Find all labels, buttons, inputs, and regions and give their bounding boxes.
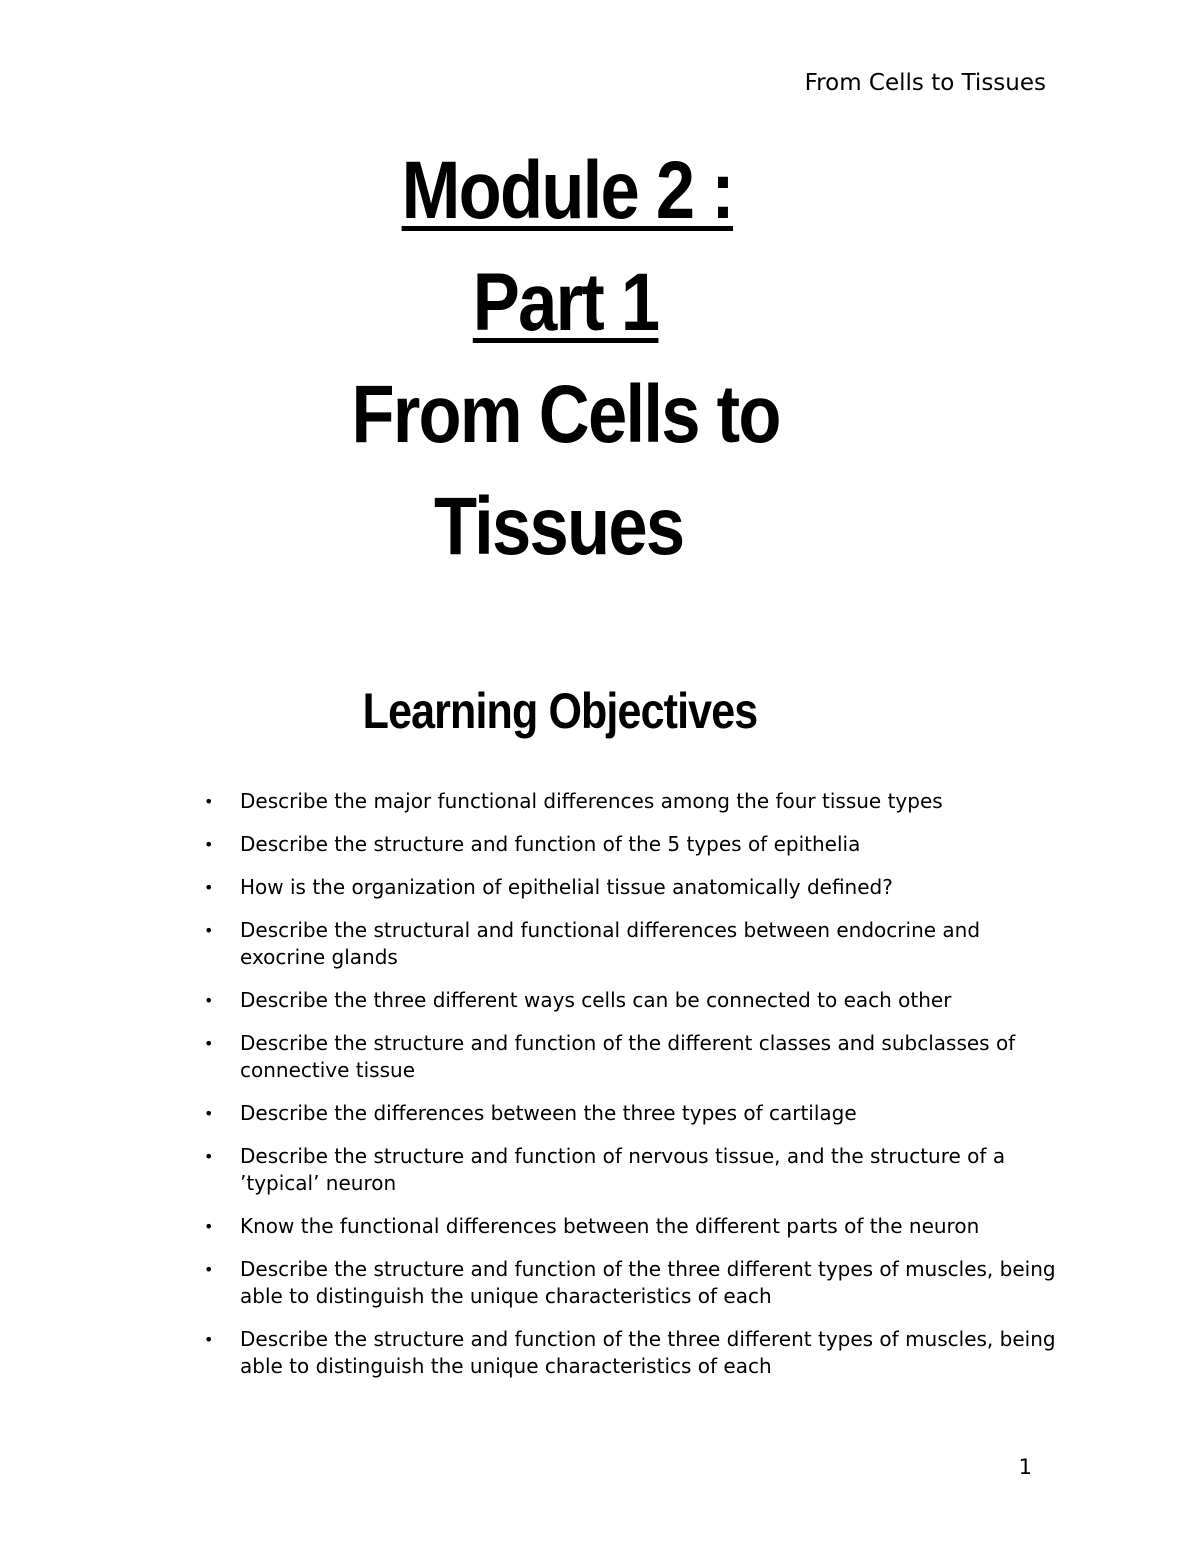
- title-module-text: Module 2 :: [401, 145, 734, 236]
- title-topic-text-1: From Cells to: [351, 369, 780, 460]
- title-line-module: [84, 135, 1116, 247]
- title-topic-text-2: Tissues: [434, 481, 684, 572]
- objective-text: Describe the major functional differences among the four tissue types: [240, 789, 943, 813]
- objective-text: Describe the three different ways cells can be connected to each other: [240, 988, 952, 1012]
- objective-text: Describe the differences between the three types of cartilage: [240, 1101, 857, 1125]
- title-line-topic-2: [84, 471, 1116, 583]
- module-title: [0, 135, 1200, 583]
- objective-text: Describe the structure and function of the three different types of muscles, being able to distinguish the unique characteristics of each: [240, 1327, 1056, 1378]
- list-item: [200, 917, 1060, 971]
- learning-objectives-heading: [78, 682, 1110, 740]
- list-item: [200, 987, 1060, 1014]
- bullet-icon: •: [204, 1147, 214, 1166]
- list-item: [200, 1030, 1060, 1084]
- objective-text: Describe the structure and function of the three different types of muscles, being able to distinguish the unique characteristics of each: [240, 1257, 1056, 1308]
- bullet-icon: •: [204, 1104, 214, 1123]
- title-line-topic-1: [84, 359, 1116, 471]
- running-header: From Cells to Tissues: [804, 70, 1046, 96]
- list-item: [200, 1326, 1060, 1380]
- objective-text: How is the organization of epithelial tissue anatomically defined?: [240, 875, 893, 899]
- bullet-icon: •: [204, 1260, 214, 1279]
- objective-text: Describe the structural and functional differences between endocrine and exocrine glands: [240, 918, 981, 969]
- list-item: [200, 831, 1060, 858]
- objective-text: Describe the structure and function of the 5 types of epithelia: [240, 832, 861, 856]
- list-item: [200, 788, 1060, 815]
- bullet-icon: •: [204, 991, 214, 1010]
- bullet-icon: •: [204, 1217, 214, 1236]
- page-number: 1: [1018, 1455, 1032, 1479]
- list-item: [200, 1100, 1060, 1127]
- objective-text: Describe the structure and function of the different classes and subclasses of connective tissue: [240, 1031, 1016, 1082]
- list-item: [200, 1213, 1060, 1240]
- list-item: [200, 1143, 1060, 1197]
- learning-objectives-list: [200, 788, 1060, 1396]
- bullet-icon: •: [204, 1034, 214, 1053]
- bullet-icon: •: [204, 921, 214, 940]
- bullet-icon: •: [204, 792, 214, 811]
- bullet-icon: •: [204, 1330, 214, 1349]
- objective-text: Know the functional differences between the different parts of the neuron: [240, 1214, 980, 1238]
- bullet-icon: •: [204, 878, 214, 897]
- bullet-icon: •: [204, 835, 214, 854]
- list-item: [200, 874, 1060, 901]
- title-part-text: Part 1: [472, 257, 659, 348]
- learning-objectives-heading-text: Learning Objectives: [362, 683, 758, 739]
- list-item: [200, 1256, 1060, 1310]
- objective-text: Describe the structure and function of nervous tissue, and the structure of a ’typical’ neuron: [240, 1144, 1006, 1195]
- title-line-part: [84, 247, 1116, 359]
